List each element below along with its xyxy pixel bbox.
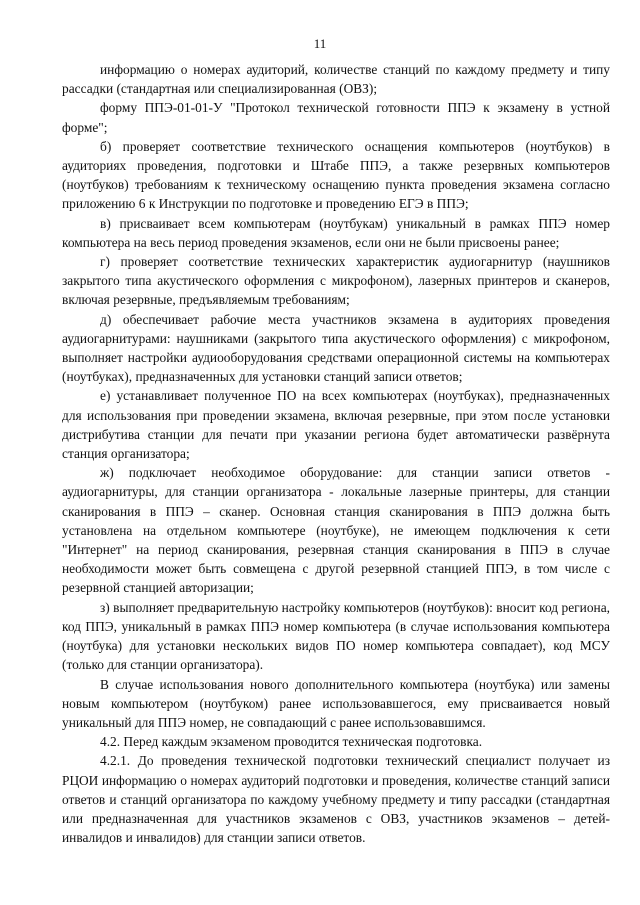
paragraph-item-b: б) проверяет соответствие технического оснащения компьютеров (ноутбуков) в аудиториях проведения, подготовки и Штабе ППЭ, а также резервных компьютеров (ноутбуков) требованиям к техническому оснащению пункта проведения экзамена согласно приложению 6 к Инструкции по подготовке и проведению ЕГЭ в ППЭ; — [62, 138, 610, 212]
page-number: 11 — [313, 36, 327, 51]
paragraph-section-4-2-1: 4.2.1. До проведения технической подготовки технический специалист получает из РЦОИ информацию о номерах аудиторий подготовки и проведения, количестве станций записи ответов и станций организатора по каждому учебному предмету и типу рассадки (стандартная или предназначенная для участников экзаменов с ОВЗ, участников экзаменов – детей-инвалидов и инвалидов) для станции записи ответов. — [62, 753, 610, 846]
paragraph-section-4-2: 4.2. Перед каждым экзаменом проводится техническая подготовка. — [100, 734, 483, 750]
paragraph-new-computer: В случае использования нового дополнительного компьютера (ноутбука) или замены новым компьютером (ноутбуком) ранее использовавшегося, ему присваивается новый уникальный для ППЭ номер, не совпадающий с ранее использовавшимся. — [62, 676, 610, 730]
paragraph-item-g: г) проверяет соответствие технических характеристик аудиогарнитур (наушников закрытого типа акустического оформления с микрофоном), лазерных принтеров и сканеров, включая резервные, предъявляемым требованиям; — [62, 254, 610, 308]
paragraph-item-z: з) выполняет предварительную настройку компьютеров (ноутбуков): вносит код региона, код ППЭ, уникальный в рамках ППЭ номер компьютера (в случае использования компьютера (ноутбука) для установки нескольких видов ПО номер компьютера совпадает), код МСУ (только для станции организатора). — [62, 599, 610, 673]
paragraph-form-ppe: форму ППЭ-01-01-У "Протокол технической готовности ППЭ к экзамену в устной форме"; — [62, 100, 610, 135]
paragraph-item-e: е) устанавливает полученное ПО на всех компьютерах (ноутбуках), предназначенных для использования при проведении экзамена, включая резервные, при этом после установки дистрибутива станции для печати при указании региона будет автоматически развёрнута станция организатора; — [62, 388, 610, 462]
paragraph-item-d: д) обеспечивает рабочие места участников экзамена в аудиториях проведения аудиогарнитурами: наушниками (закрытого типа акустического оформления) с микрофоном, выполняет настройки аудиооборудования средствами операционной системы на компьютерах (ноутбуках), предназначенных для установки станций записи ответов; — [62, 311, 610, 385]
paragraph-item-v: в) присваивает всем компьютерам (ноутбукам) уникальный в рамках ППЭ номер компьютера на весь период проведения экзаменов, если они не были присвоены ранее; — [62, 215, 610, 250]
paragraph-item-zh: ж) подключает необходимое оборудование: для станции записи ответов - аудиогарнитуры, для станции организатора - локальные лазерные принтеры, для станции сканирования в ППЭ – сканер. Основная станция сканирования в ППЭ должна быть установлена на отдельном компьютере (ноутбуке), не имеющем подключения к сети "Интернет" на период сканирования, резервная станция сканирования в ППЭ в случае необходимости может быть совмещена с другой резервной станцией ППЭ, в том числе с резервной станцией авторизации; — [62, 465, 610, 596]
document-body — [62, 60, 610, 847]
paragraph-audience-info: информацию о номерах аудиторий, количестве станций по каждому предмету и типу рассадки (стандартная или специализированная (ОВЗ); — [62, 62, 610, 97]
